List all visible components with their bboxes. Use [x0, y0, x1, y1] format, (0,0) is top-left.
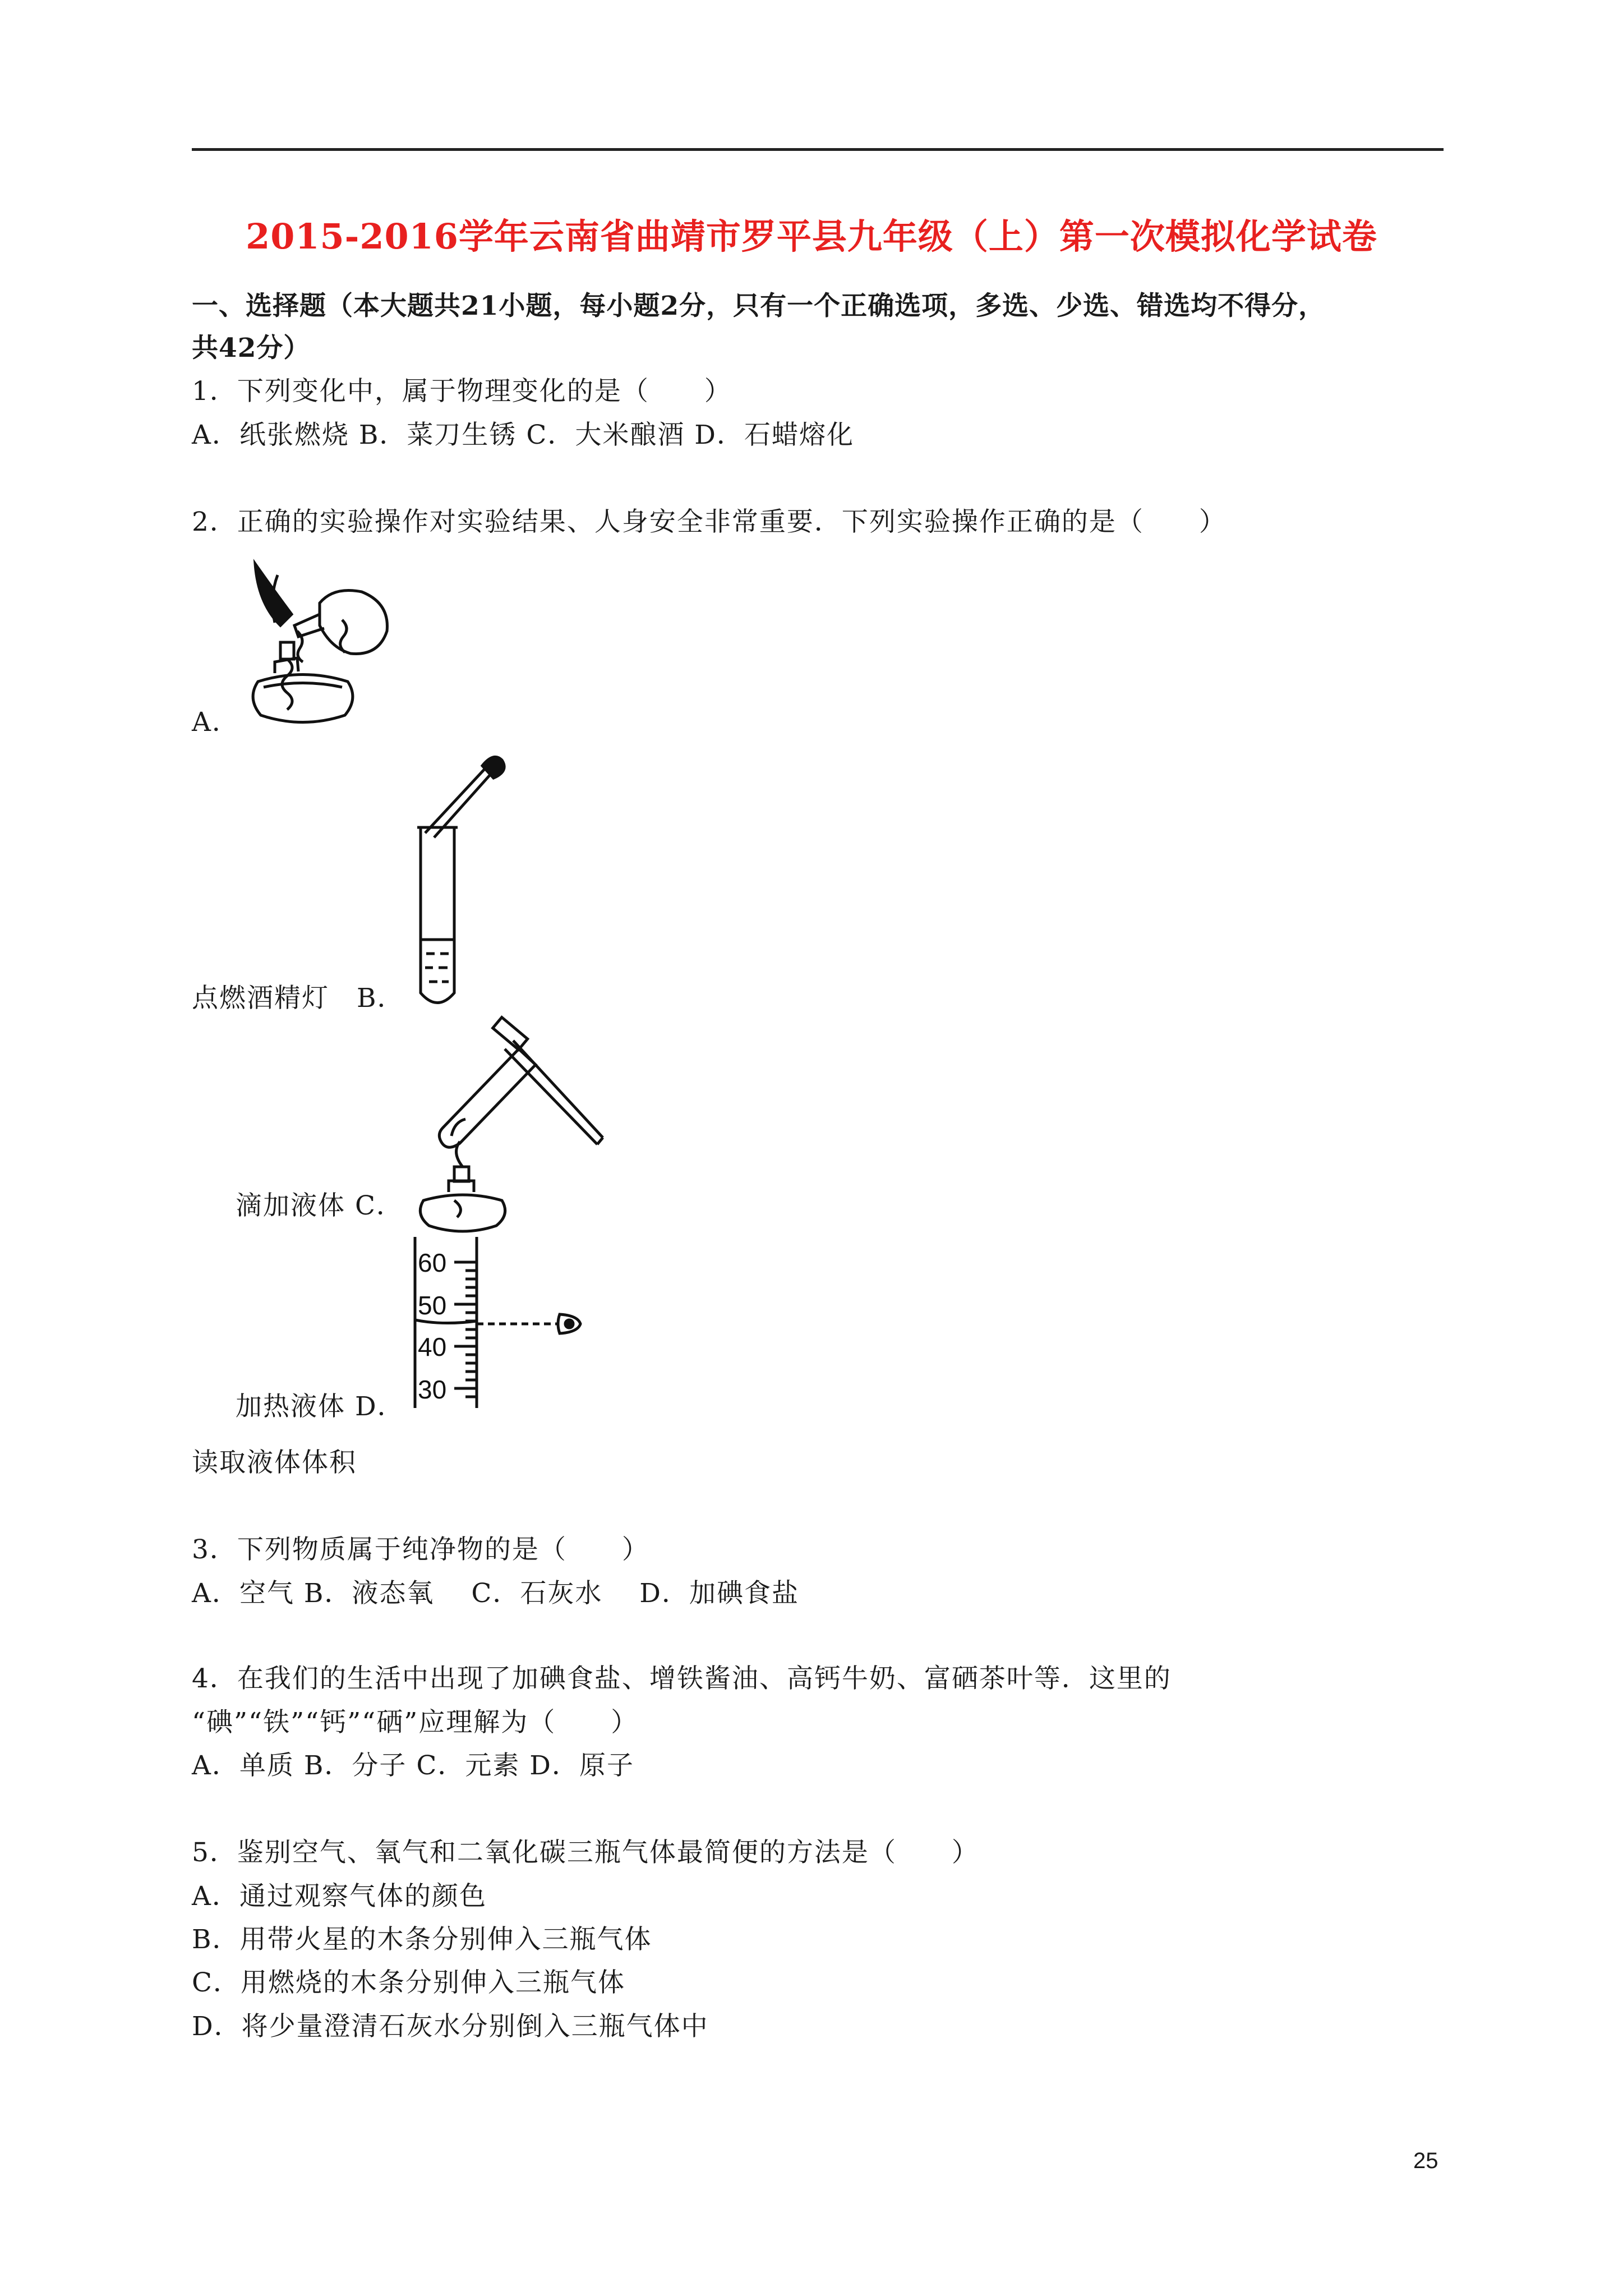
q4-stem-line2: “碘”“铁”“钙”“硒”应理解为（ ）: [192, 1707, 639, 1738]
page-title: 2015-2016学年云南省曲靖市罗平县九年级（上）第一次模拟化学试卷: [246, 216, 1377, 257]
q1-stem: 1．下列变化中，属于物理变化的是（ ）: [192, 376, 732, 407]
q5-option-b: B．用带火星的木条分别伸入三瓶气体: [192, 1924, 652, 1955]
q2-b-caption-c-label: 滴加液体 C．: [236, 1190, 404, 1221]
header-rule: [192, 148, 1444, 151]
q5-option-d: D．将少量澄清石灰水分别倒入三瓶气体中: [192, 2011, 709, 2042]
figure-a-lighting-lamp: [236, 553, 404, 732]
q4-options: A．单质 B．分子 C．元素 D．原子: [192, 1750, 634, 1781]
q4-stem-line1: 4．在我们的生活中出现了加碘食盐、增铁酱油、高钙牛奶、富硒茶叶等．这里的: [192, 1663, 1172, 1694]
q1-options: A．纸张燃烧 B．菜刀生锈 C．大米酿酒 D．石蜡熔化: [192, 420, 854, 450]
q3-stem: 3．下列物质属于纯净物的是（ ）: [192, 1534, 649, 1565]
cylinder-mark-40: 40: [418, 1332, 447, 1361]
q2-option-a-label: A．: [192, 707, 239, 738]
section-heading-line2: 共42分）: [192, 333, 311, 364]
q3-options: A．空气 B．液态氧 C．石灰水 D．加碘食盐: [192, 1578, 799, 1609]
figure-c-heating-test-tube: [409, 1015, 611, 1240]
q5-option-a: A．通过观察气体的颜色: [192, 1881, 487, 1912]
figure-b-dropper-test-tube: [409, 749, 510, 1013]
q2-d-caption: 读取液体体积: [192, 1447, 357, 1478]
q5-stem: 5．鉴别空气、氧气和二氧化碳三瓶气体最简便的方法是（ ）: [192, 1837, 979, 1868]
q2-c-caption-d-label: 加热液体 D．: [236, 1391, 405, 1422]
section-heading-line1: 一、选择题（本大题共21小题，每小题2分，只有一个正确选项，多选、少选、错选均不得分，: [192, 291, 1326, 321]
q2-stem: 2．正确的实验操作对实验结果、人身安全非常重要．下列实验操作正确的是（ ）: [192, 507, 1227, 537]
figure-d-graduated-cylinder: [409, 1237, 589, 1416]
q2-a-caption-b-label: 点燃酒精灯 B．: [192, 983, 405, 1014]
page-number: 25: [1413, 2148, 1438, 2173]
cylinder-mark-60: 60: [418, 1248, 447, 1277]
cylinder-mark-50: 50: [418, 1291, 447, 1320]
q5-option-c: C．用燃烧的木条分别伸入三瓶气体: [192, 1967, 625, 1998]
cylinder-mark-30: 30: [418, 1375, 447, 1404]
